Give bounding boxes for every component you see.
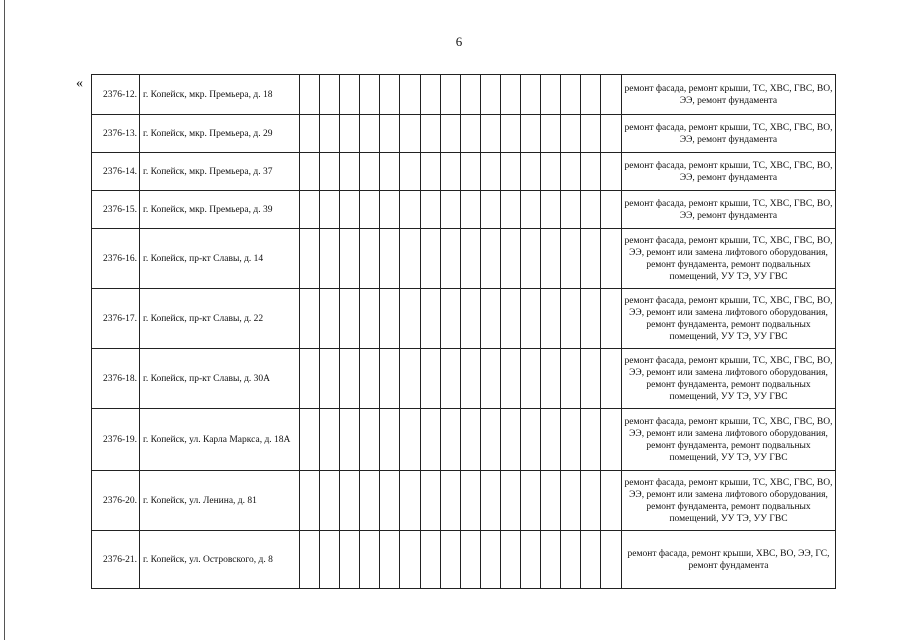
works-cell: ремонт фасада, ремонт крыши, ТС, ХВС, ГВС, ВО, ЭЭ, ремонт фундамента bbox=[622, 75, 836, 115]
works-cell: ремонт фасада, ремонт крыши, ТС, ХВС, ГВС, ВО, ЭЭ, ремонт фундамента bbox=[622, 191, 836, 229]
empty-cell bbox=[561, 471, 581, 531]
empty-cell bbox=[320, 409, 340, 471]
empty-cell bbox=[400, 115, 421, 153]
empty-cell bbox=[360, 531, 380, 589]
empty-cell bbox=[340, 349, 360, 409]
empty-cell bbox=[521, 75, 541, 115]
empty-cell bbox=[481, 471, 501, 531]
empty-cell bbox=[581, 349, 601, 409]
empty-cell bbox=[461, 191, 481, 229]
address-cell: г. Копейск, мкр. Премьера, д. 29 bbox=[140, 115, 300, 153]
empty-cell bbox=[521, 531, 541, 589]
empty-cell bbox=[320, 153, 340, 191]
empty-cell bbox=[441, 229, 461, 289]
empty-cell bbox=[481, 191, 501, 229]
empty-cell bbox=[501, 229, 521, 289]
empty-cell bbox=[601, 409, 622, 471]
empty-cell bbox=[320, 229, 340, 289]
empty-cell bbox=[541, 471, 561, 531]
works-cell: ремонт фасада, ремонт крыши, ТС, ХВС, ГВС, ВО, ЭЭ, ремонт или замена лифтового оборудования, ремонт фундамента, ремонт подвальных помещений, УУ ТЭ, УУ ГВС bbox=[622, 471, 836, 531]
empty-cell bbox=[441, 471, 461, 531]
table-row bbox=[92, 289, 836, 349]
empty-cell bbox=[521, 115, 541, 153]
empty-cell bbox=[581, 75, 601, 115]
row-number-cell: 2376-20. bbox=[92, 471, 140, 531]
empty-cell bbox=[601, 349, 622, 409]
empty-cell bbox=[340, 289, 360, 349]
works-cell: ремонт фасада, ремонт крыши, ТС, ХВС, ГВС, ВО, ЭЭ, ремонт фундамента bbox=[622, 153, 836, 191]
empty-cell bbox=[320, 531, 340, 589]
empty-cell bbox=[561, 191, 581, 229]
empty-cell bbox=[360, 289, 380, 349]
empty-cell bbox=[300, 531, 320, 589]
empty-cell bbox=[380, 75, 400, 115]
empty-cell bbox=[541, 289, 561, 349]
table-row bbox=[92, 229, 836, 289]
address-cell: г. Копейск, ул. Карла Маркса, д. 18А bbox=[140, 409, 300, 471]
empty-cell bbox=[581, 115, 601, 153]
empty-cell bbox=[360, 191, 380, 229]
empty-cell bbox=[461, 153, 481, 191]
empty-cell bbox=[380, 409, 400, 471]
empty-cell bbox=[481, 75, 501, 115]
empty-cell bbox=[561, 75, 581, 115]
empty-cell bbox=[380, 153, 400, 191]
empty-cell bbox=[380, 289, 400, 349]
address-cell: г. Копейск, мкр. Премьера, д. 39 bbox=[140, 191, 300, 229]
empty-cell bbox=[441, 531, 461, 589]
empty-cell bbox=[300, 115, 320, 153]
table-row bbox=[92, 409, 836, 471]
address-cell: г. Копейск, ул. Островского, д. 8 bbox=[140, 531, 300, 589]
works-cell: ремонт фасада, ремонт крыши, ТС, ХВС, ГВС, ВО, ЭЭ, ремонт или замена лифтового оборудования, ремонт фундамента, ремонт подвальных помещений, УУ ТЭ, УУ ГВС bbox=[622, 289, 836, 349]
empty-cell bbox=[501, 531, 521, 589]
table-row bbox=[92, 191, 836, 229]
works-cell: ремонт фасада, ремонт крыши, ТС, ХВС, ГВС, ВО, ЭЭ, ремонт фундамента bbox=[622, 115, 836, 153]
empty-cell bbox=[461, 409, 481, 471]
table-row bbox=[92, 75, 836, 115]
empty-cell bbox=[501, 75, 521, 115]
empty-cell bbox=[300, 75, 320, 115]
empty-cell bbox=[561, 153, 581, 191]
works-cell: ремонт фасада, ремонт крыши, ТС, ХВС, ГВС, ВО, ЭЭ, ремонт или замена лифтового оборудования, ремонт фундамента, ремонт подвальных помещений, УУ ТЭ, УУ ГВС bbox=[622, 229, 836, 289]
empty-cell bbox=[581, 289, 601, 349]
empty-cell bbox=[601, 471, 622, 531]
empty-cell bbox=[360, 349, 380, 409]
empty-cell bbox=[360, 471, 380, 531]
empty-cell bbox=[481, 115, 501, 153]
empty-cell bbox=[541, 349, 561, 409]
empty-cell bbox=[441, 115, 461, 153]
empty-cell bbox=[601, 289, 622, 349]
row-number-cell: 2376-18. bbox=[92, 349, 140, 409]
empty-cell bbox=[441, 289, 461, 349]
repair-schedule-table bbox=[91, 74, 836, 589]
empty-cell bbox=[501, 191, 521, 229]
empty-cell bbox=[380, 471, 400, 531]
empty-cell bbox=[461, 229, 481, 289]
empty-cell bbox=[300, 409, 320, 471]
empty-cell bbox=[340, 75, 360, 115]
row-number-cell: 2376-16. bbox=[92, 229, 140, 289]
empty-cell bbox=[421, 471, 441, 531]
empty-cell bbox=[340, 191, 360, 229]
empty-cell bbox=[400, 289, 421, 349]
empty-cell bbox=[421, 75, 441, 115]
empty-cell bbox=[481, 409, 501, 471]
empty-cell bbox=[461, 75, 481, 115]
empty-cell bbox=[561, 289, 581, 349]
table-row bbox=[92, 349, 836, 409]
empty-cell bbox=[481, 349, 501, 409]
empty-cell bbox=[380, 531, 400, 589]
empty-cell bbox=[340, 115, 360, 153]
address-cell: г. Копейск, ул. Ленина, д. 81 bbox=[140, 471, 300, 531]
empty-cell bbox=[561, 349, 581, 409]
empty-cell bbox=[601, 191, 622, 229]
empty-cell bbox=[380, 115, 400, 153]
empty-cell bbox=[340, 153, 360, 191]
empty-cell bbox=[601, 153, 622, 191]
empty-cell bbox=[501, 471, 521, 531]
empty-cell bbox=[541, 531, 561, 589]
empty-cell bbox=[421, 115, 441, 153]
empty-cell bbox=[400, 75, 421, 115]
empty-cell bbox=[340, 531, 360, 589]
empty-cell bbox=[300, 471, 320, 531]
empty-cell bbox=[541, 75, 561, 115]
empty-cell bbox=[360, 115, 380, 153]
address-cell: г. Копейск, мкр. Премьера, д. 37 bbox=[140, 153, 300, 191]
empty-cell bbox=[601, 531, 622, 589]
table-row bbox=[92, 115, 836, 153]
empty-cell bbox=[501, 409, 521, 471]
empty-cell bbox=[300, 229, 320, 289]
empty-cell bbox=[421, 531, 441, 589]
empty-cell bbox=[521, 349, 541, 409]
address-cell: г. Копейск, мкр. Премьера, д. 18 bbox=[140, 75, 300, 115]
empty-cell bbox=[360, 229, 380, 289]
address-cell: г. Копейск, пр-кт Славы, д. 14 bbox=[140, 229, 300, 289]
empty-cell bbox=[481, 229, 501, 289]
page-number: 6 bbox=[455, 34, 463, 49]
row-number-cell: 2376-19. bbox=[92, 409, 140, 471]
empty-cell bbox=[320, 471, 340, 531]
address-cell: г. Копейск, пр-кт Славы, д. 22 bbox=[140, 289, 300, 349]
empty-cell bbox=[541, 229, 561, 289]
table-row bbox=[92, 531, 836, 589]
page-left-border bbox=[4, 0, 5, 640]
empty-cell bbox=[461, 471, 481, 531]
empty-cell bbox=[601, 229, 622, 289]
empty-cell bbox=[441, 349, 461, 409]
empty-cell bbox=[561, 409, 581, 471]
empty-cell bbox=[360, 75, 380, 115]
empty-cell bbox=[581, 409, 601, 471]
empty-cell bbox=[400, 349, 421, 409]
empty-cell bbox=[461, 115, 481, 153]
works-cell: ремонт фасада, ремонт крыши, ТС, ХВС, ГВС, ВО, ЭЭ, ремонт или замена лифтового оборудования, ремонт фундамента, ремонт подвальных помещений, УУ ТЭ, УУ ГВС bbox=[622, 349, 836, 409]
empty-cell bbox=[300, 191, 320, 229]
empty-cell bbox=[300, 153, 320, 191]
empty-cell bbox=[501, 153, 521, 191]
empty-cell bbox=[541, 153, 561, 191]
empty-cell bbox=[360, 153, 380, 191]
opening-quote-mark: « bbox=[76, 76, 83, 91]
table-row bbox=[92, 153, 836, 191]
empty-cell bbox=[400, 229, 421, 289]
row-number-cell: 2376-13. bbox=[92, 115, 140, 153]
empty-cell bbox=[320, 75, 340, 115]
empty-cell bbox=[581, 191, 601, 229]
empty-cell bbox=[340, 409, 360, 471]
empty-cell bbox=[360, 409, 380, 471]
works-cell: ремонт фасада, ремонт крыши, ХВС, ВО, ЭЭ, ГС, ремонт фундамента bbox=[622, 531, 836, 589]
row-number-cell: 2376-12. bbox=[92, 75, 140, 115]
empty-cell bbox=[561, 115, 581, 153]
works-cell: ремонт фасада, ремонт крыши, ТС, ХВС, ГВС, ВО, ЭЭ, ремонт или замена лифтового оборудования, ремонт фундамента, ремонт подвальных помещений, УУ ТЭ, УУ ГВС bbox=[622, 409, 836, 471]
empty-cell bbox=[421, 191, 441, 229]
empty-cell bbox=[400, 471, 421, 531]
row-number-cell: 2376-14. bbox=[92, 153, 140, 191]
empty-cell bbox=[501, 289, 521, 349]
empty-cell bbox=[421, 409, 441, 471]
empty-cell bbox=[421, 153, 441, 191]
row-number-cell: 2376-21. bbox=[92, 531, 140, 589]
empty-cell bbox=[400, 191, 421, 229]
empty-cell bbox=[521, 409, 541, 471]
empty-cell bbox=[320, 289, 340, 349]
row-number-cell: 2376-15. bbox=[92, 191, 140, 229]
empty-cell bbox=[541, 409, 561, 471]
empty-cell bbox=[541, 115, 561, 153]
empty-cell bbox=[300, 289, 320, 349]
empty-cell bbox=[501, 349, 521, 409]
empty-cell bbox=[340, 471, 360, 531]
empty-cell bbox=[441, 75, 461, 115]
empty-cell bbox=[561, 531, 581, 589]
empty-cell bbox=[421, 229, 441, 289]
empty-cell bbox=[521, 153, 541, 191]
empty-cell bbox=[481, 531, 501, 589]
empty-cell bbox=[521, 191, 541, 229]
empty-cell bbox=[581, 531, 601, 589]
empty-cell bbox=[601, 115, 622, 153]
empty-cell bbox=[521, 471, 541, 531]
empty-cell bbox=[400, 153, 421, 191]
empty-cell bbox=[461, 531, 481, 589]
empty-cell bbox=[300, 349, 320, 409]
table-row bbox=[92, 471, 836, 531]
empty-cell bbox=[521, 229, 541, 289]
empty-cell bbox=[581, 229, 601, 289]
empty-cell bbox=[421, 289, 441, 349]
empty-cell bbox=[481, 289, 501, 349]
empty-cell bbox=[521, 289, 541, 349]
empty-cell bbox=[501, 115, 521, 153]
empty-cell bbox=[541, 191, 561, 229]
empty-cell bbox=[421, 349, 441, 409]
empty-cell bbox=[481, 153, 501, 191]
empty-cell bbox=[380, 191, 400, 229]
empty-cell bbox=[320, 349, 340, 409]
empty-cell bbox=[601, 75, 622, 115]
row-number-cell: 2376-17. bbox=[92, 289, 140, 349]
empty-cell bbox=[320, 115, 340, 153]
empty-cell bbox=[441, 153, 461, 191]
empty-cell bbox=[320, 191, 340, 229]
empty-cell bbox=[581, 471, 601, 531]
address-cell: г. Копейск, пр-кт Славы, д. 30А bbox=[140, 349, 300, 409]
empty-cell bbox=[400, 531, 421, 589]
empty-cell bbox=[340, 229, 360, 289]
empty-cell bbox=[461, 349, 481, 409]
empty-cell bbox=[581, 153, 601, 191]
empty-cell bbox=[400, 409, 421, 471]
empty-cell bbox=[461, 289, 481, 349]
empty-cell bbox=[380, 349, 400, 409]
empty-cell bbox=[561, 229, 581, 289]
empty-cell bbox=[441, 191, 461, 229]
empty-cell bbox=[380, 229, 400, 289]
empty-cell bbox=[441, 409, 461, 471]
